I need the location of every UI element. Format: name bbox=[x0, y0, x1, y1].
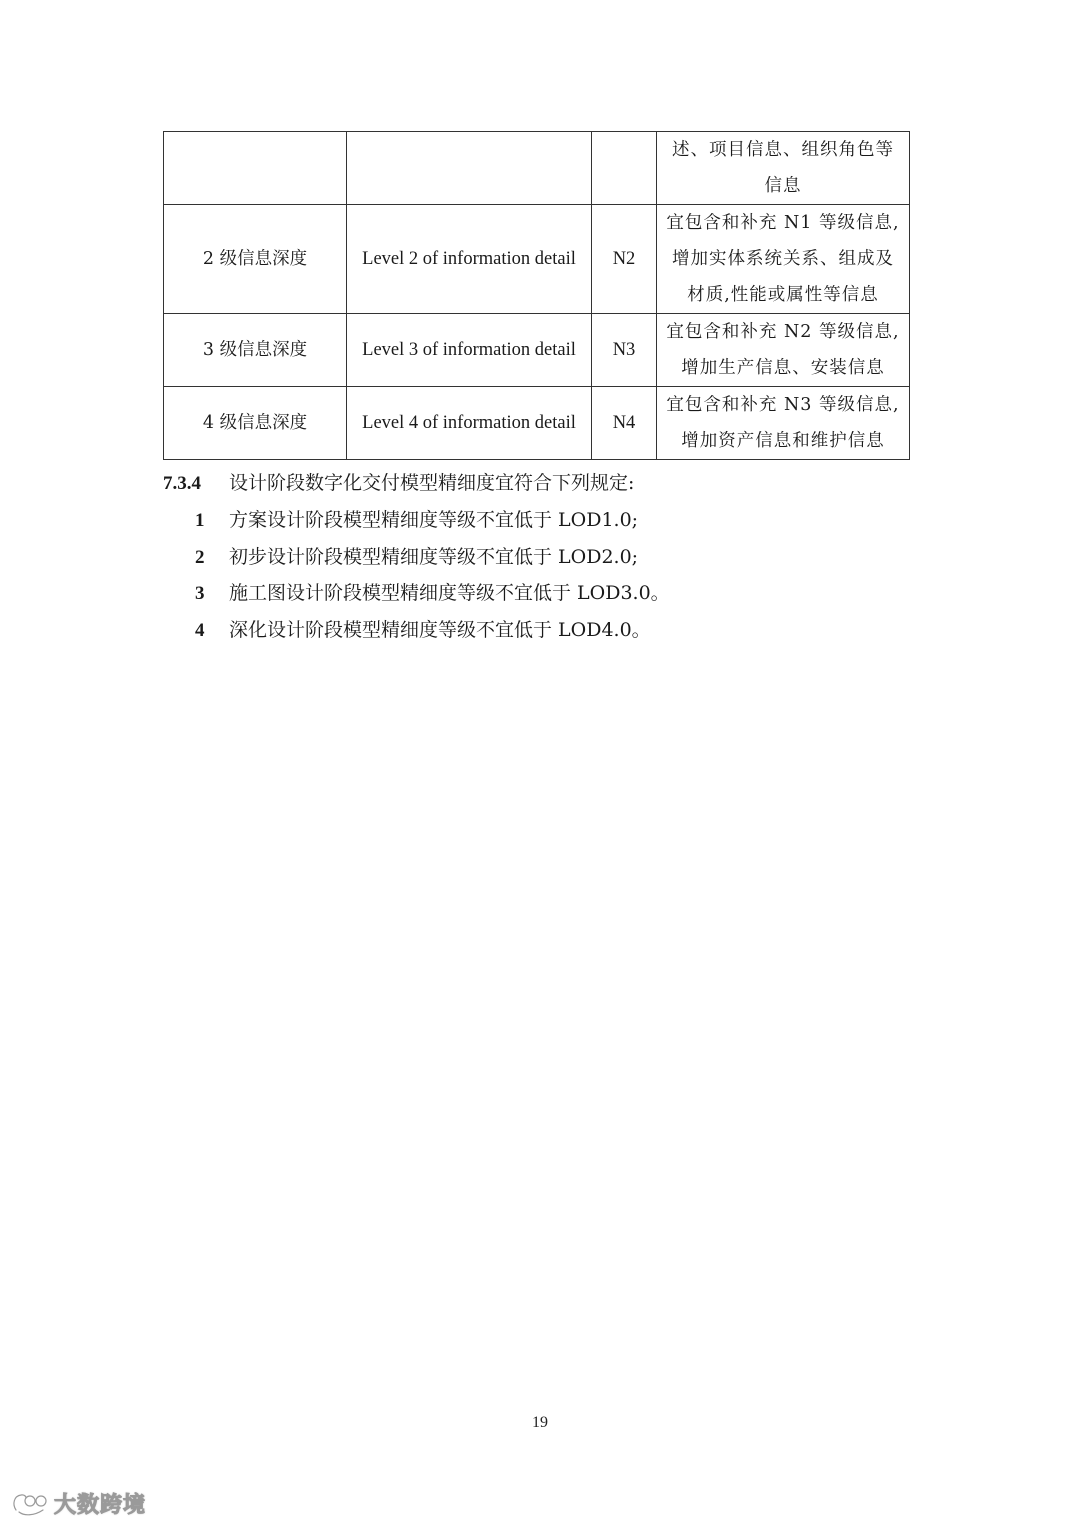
list-item-text: 深化设计阶段模型精细度等级不宜低于 LOD4.0。 bbox=[229, 618, 651, 641]
list-item-number: 1 bbox=[195, 510, 205, 531]
level-name-cell: 4 级信息深度 bbox=[164, 387, 347, 460]
level-code-cell: N3 bbox=[592, 314, 657, 387]
list-item bbox=[195, 502, 670, 539]
list-item bbox=[195, 612, 670, 649]
level-name-cell bbox=[164, 132, 347, 205]
level-description-cell bbox=[657, 205, 910, 314]
description-line: 宜包含和补充 N1 等级信息, bbox=[666, 213, 900, 233]
watermark bbox=[10, 1488, 146, 1519]
list-item-text: 方案设计阶段模型精细度等级不宜低于 LOD1.0; bbox=[229, 509, 639, 531]
watermark-text: 大数跨境 bbox=[54, 1493, 147, 1518]
level-code-cell: N4 bbox=[592, 387, 657, 460]
description-line: 增加实体系统关系、组成及 bbox=[672, 249, 894, 269]
table-row bbox=[164, 387, 910, 460]
level-description-cell bbox=[657, 314, 910, 387]
table-row bbox=[164, 314, 910, 387]
clause-number: 7.3.4 bbox=[163, 473, 201, 494]
clause-heading bbox=[163, 466, 634, 501]
description-line: 增加资产信息和维护信息 bbox=[681, 431, 885, 451]
page-number: 19 bbox=[532, 1414, 548, 1431]
description-line: 述、项目信息、组织角色等 bbox=[672, 140, 894, 160]
table-row bbox=[164, 205, 910, 314]
level-name-cell: 3 级信息深度 bbox=[164, 314, 347, 387]
clause-text: 设计阶段数字化交付模型精细度宜符合下列规定: bbox=[229, 472, 635, 494]
level-english-cell: Level 4 of information detail bbox=[347, 387, 592, 460]
description-line: 增加生产信息、安装信息 bbox=[681, 358, 885, 378]
description-line: 材质,性能或属性等信息 bbox=[687, 285, 879, 305]
list-item-text: 初步设计阶段模型精细度等级不宜低于 LOD2.0; bbox=[229, 545, 639, 568]
watermark-logo-icon bbox=[10, 1490, 50, 1518]
table-row bbox=[164, 132, 910, 205]
list-item-number: 2 bbox=[195, 546, 205, 568]
clause-item-list bbox=[195, 502, 670, 648]
description-line: 宜包含和补充 N2 等级信息, bbox=[666, 322, 900, 342]
list-item bbox=[195, 575, 670, 612]
list-item-text: 施工图设计阶段模型精细度等级不宜低于 LOD3.0。 bbox=[229, 582, 670, 604]
list-item-number: 4 bbox=[195, 619, 205, 641]
level-english-cell: Level 2 of information detail bbox=[347, 205, 592, 314]
level-description-cell bbox=[657, 132, 910, 205]
level-name-cell: 2 级信息深度 bbox=[164, 205, 347, 314]
level-english-cell bbox=[347, 132, 592, 205]
description-line: 信息 bbox=[764, 176, 802, 196]
information-detail-table bbox=[163, 131, 910, 460]
list-item-number: 3 bbox=[195, 583, 205, 604]
level-code-cell bbox=[592, 132, 657, 205]
level-description-cell bbox=[657, 387, 910, 460]
list-item bbox=[195, 539, 670, 576]
description-line: 宜包含和补充 N3 等级信息, bbox=[666, 395, 900, 415]
level-english-cell: Level 3 of information detail bbox=[347, 314, 592, 387]
level-code-cell: N2 bbox=[592, 205, 657, 314]
